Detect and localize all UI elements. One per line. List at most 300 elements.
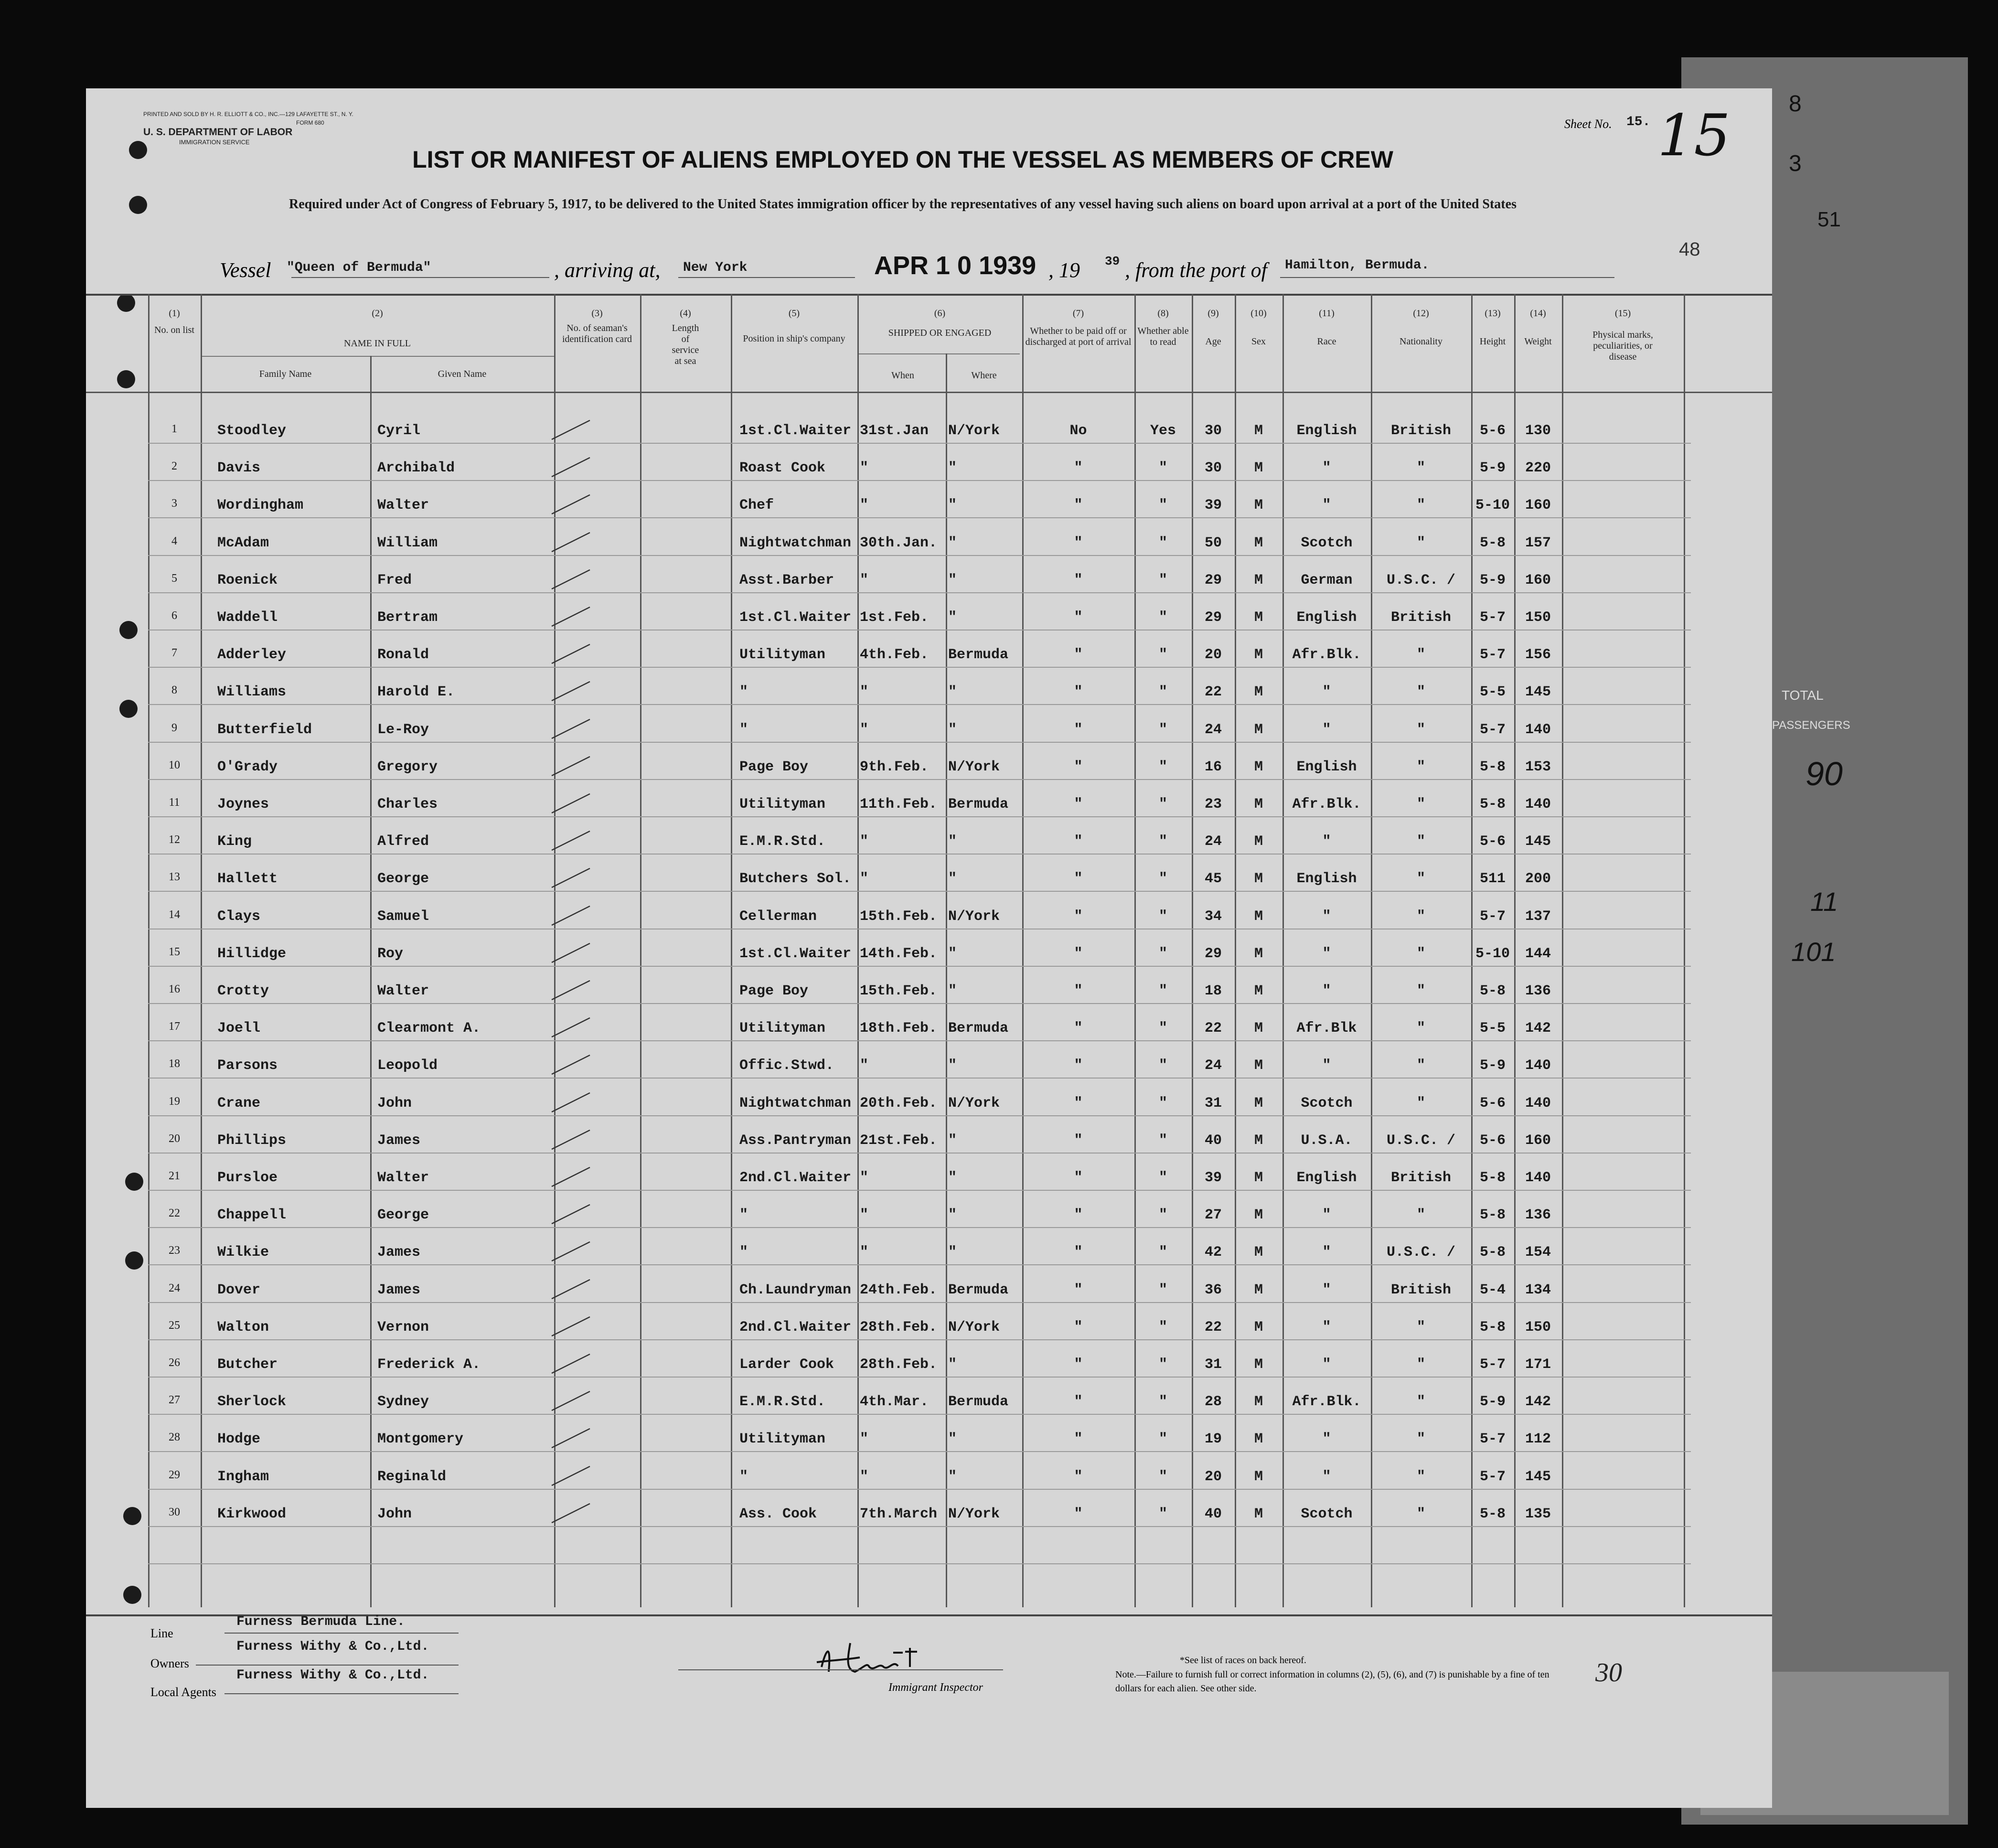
cell-sex: M bbox=[1254, 1095, 1263, 1111]
cell-able-to-read: " bbox=[1158, 1132, 1167, 1149]
col6-label: SHIPPED OR ENGAGED bbox=[888, 328, 992, 338]
cell-height: 5-8 bbox=[1479, 1170, 1506, 1186]
cell-race: " bbox=[1322, 721, 1331, 738]
cell-position: " bbox=[739, 684, 748, 701]
id-card-tick bbox=[549, 455, 592, 479]
cell-race: U.S.A. bbox=[1301, 1132, 1353, 1149]
cell-given-name: William bbox=[377, 534, 438, 551]
cell-shipped-when: 1st.Feb. bbox=[860, 609, 929, 626]
cell-family-name: Hodge bbox=[217, 1431, 261, 1448]
cell-position: Nightwatchman bbox=[739, 534, 852, 551]
col10-header bbox=[1235, 308, 1282, 347]
cell-family-name: Walton bbox=[217, 1319, 269, 1335]
cell-position: Larder Cook bbox=[739, 1357, 834, 1373]
col14-label: Weight bbox=[1524, 336, 1552, 347]
cell-sex: M bbox=[1254, 423, 1263, 439]
cell-paid-off: " bbox=[1074, 460, 1083, 477]
cell-shipped-where: " bbox=[948, 1132, 957, 1149]
cell-sex: M bbox=[1254, 796, 1263, 812]
margin-side-number: 51 bbox=[1817, 208, 1841, 231]
cell-race: " bbox=[1322, 497, 1331, 514]
cell-nationality: " bbox=[1416, 497, 1425, 514]
sheet-number-label: Sheet No. bbox=[1564, 117, 1612, 131]
cell-able-to-read: " bbox=[1158, 871, 1167, 887]
col13-num: (13) bbox=[1485, 308, 1501, 319]
cell-paid-off: " bbox=[1074, 1431, 1083, 1448]
cell-shipped-when: 14th.Feb. bbox=[860, 945, 938, 962]
cell-height: 5-7 bbox=[1479, 1468, 1506, 1485]
cell-nationality: " bbox=[1416, 534, 1425, 551]
cell-sex: M bbox=[1254, 1431, 1263, 1448]
cell-given-name: Bertram bbox=[377, 609, 438, 626]
cell-given-name: Le-Roy bbox=[377, 721, 429, 738]
cell-able-to-read: " bbox=[1158, 1357, 1167, 1373]
id-card-tick bbox=[549, 1128, 592, 1152]
cell-age: 30 bbox=[1204, 460, 1222, 477]
cell-shipped-where: " bbox=[948, 871, 957, 887]
vessel-underline bbox=[291, 277, 549, 278]
cell-weight: 135 bbox=[1525, 1506, 1551, 1522]
cell-shipped-when: " bbox=[860, 460, 869, 477]
col1-label: No. on list bbox=[154, 325, 194, 335]
passengers-label: PASSENGERS bbox=[1772, 719, 1850, 732]
cell-shipped-when: " bbox=[860, 1170, 869, 1186]
cell-age: 24 bbox=[1204, 721, 1222, 738]
cell-weight: 142 bbox=[1525, 1020, 1551, 1037]
cell-given-name: James bbox=[377, 1132, 421, 1149]
column-divider bbox=[640, 294, 641, 1607]
cell-nationality: " bbox=[1416, 1207, 1425, 1224]
cell-age: 39 bbox=[1204, 1170, 1222, 1186]
cell-sex: M bbox=[1254, 684, 1263, 701]
service-name: IMMIGRATION SERVICE bbox=[179, 139, 250, 146]
cell-position: Roast Cook bbox=[739, 460, 826, 477]
cell-row-number: 30 bbox=[169, 1506, 180, 1518]
row-rule bbox=[148, 742, 1691, 743]
id-card-tick bbox=[549, 866, 592, 890]
col12-num: (12) bbox=[1413, 308, 1429, 319]
id-card-tick bbox=[549, 829, 592, 853]
from-port-label: , from the port of bbox=[1125, 258, 1267, 282]
cell-age: 20 bbox=[1204, 647, 1222, 663]
id-card-tick bbox=[549, 978, 592, 1002]
id-card-tick bbox=[549, 1501, 592, 1525]
cell-sex: M bbox=[1254, 1020, 1263, 1037]
cell-family-name: Phillips bbox=[217, 1132, 287, 1149]
cell-family-name: Ingham bbox=[217, 1468, 269, 1485]
cell-age: 31 bbox=[1204, 1095, 1222, 1111]
cell-weight: 134 bbox=[1525, 1282, 1551, 1298]
cell-paid-off: " bbox=[1074, 871, 1083, 887]
cell-height: 5-8 bbox=[1479, 1506, 1506, 1522]
cell-family-name: Crane bbox=[217, 1095, 261, 1111]
col13-header bbox=[1471, 308, 1514, 347]
margin-number-8: 8 bbox=[1789, 91, 1802, 117]
count-11: 11 bbox=[1810, 887, 1838, 917]
cell-paid-off: " bbox=[1074, 1282, 1083, 1298]
punch-hole bbox=[123, 1586, 141, 1604]
header-bottom-rule bbox=[86, 392, 1772, 393]
cell-family-name: King bbox=[217, 833, 252, 850]
cell-height: 5-8 bbox=[1479, 796, 1506, 812]
cell-age: 20 bbox=[1204, 1468, 1222, 1485]
cell-paid-off: " bbox=[1074, 908, 1083, 925]
cell-age: 29 bbox=[1204, 572, 1222, 588]
cell-row-number: 19 bbox=[169, 1095, 180, 1108]
row-rule bbox=[148, 1377, 1691, 1378]
cell-nationality: " bbox=[1416, 983, 1425, 999]
cell-race: " bbox=[1322, 1468, 1331, 1485]
local-agents-value: Furness Withy & Co.,Ltd. bbox=[236, 1668, 429, 1683]
cell-sex: M bbox=[1254, 1132, 1263, 1149]
cell-shipped-where: N/York bbox=[948, 1319, 1000, 1335]
cell-able-to-read: " bbox=[1158, 534, 1167, 551]
cell-sex: M bbox=[1254, 1357, 1263, 1373]
cell-paid-off: " bbox=[1074, 1132, 1083, 1149]
cell-shipped-where: Bermuda bbox=[948, 1394, 1009, 1410]
id-card-tick bbox=[549, 605, 592, 629]
cell-shipped-where: " bbox=[948, 1357, 957, 1373]
owners-underline bbox=[196, 1665, 459, 1666]
cell-weight: 160 bbox=[1525, 497, 1551, 514]
cell-shipped-when: 20th.Feb. bbox=[860, 1095, 938, 1111]
cell-nationality: " bbox=[1416, 1506, 1425, 1522]
column-divider bbox=[731, 294, 732, 1607]
cell-paid-off: " bbox=[1074, 1095, 1083, 1111]
cell-shipped-where: " bbox=[948, 721, 957, 738]
col8-header bbox=[1134, 308, 1192, 348]
cell-shipped-when: 4th.Feb. bbox=[860, 647, 929, 663]
cell-paid-off: " bbox=[1074, 833, 1083, 850]
form-number: FORM 680 bbox=[296, 119, 324, 126]
cell-shipped-when: " bbox=[860, 1058, 869, 1074]
cell-position: Nightwatchman bbox=[739, 1095, 852, 1111]
cell-shipped-when: " bbox=[860, 833, 869, 850]
cell-paid-off: " bbox=[1074, 684, 1083, 701]
punch-hole bbox=[129, 141, 147, 159]
cell-paid-off: " bbox=[1074, 1506, 1083, 1522]
cell-shipped-when: " bbox=[860, 1207, 869, 1224]
cell-shipped-where: Bermuda bbox=[948, 647, 1009, 663]
cell-shipped-where: " bbox=[948, 497, 957, 514]
cell-shipped-when: 9th.Feb. bbox=[860, 758, 929, 775]
cell-height: 5-10 bbox=[1475, 497, 1510, 514]
cell-paid-off: " bbox=[1074, 796, 1083, 812]
cell-given-name: Walter bbox=[377, 497, 429, 514]
cell-height: 5-9 bbox=[1479, 1394, 1506, 1410]
cell-weight: 160 bbox=[1525, 1132, 1551, 1149]
cell-position: Cellerman bbox=[739, 908, 817, 925]
col10-label: Sex bbox=[1251, 336, 1266, 347]
cell-row-number: 12 bbox=[169, 833, 180, 846]
cell-age: 27 bbox=[1204, 1207, 1222, 1224]
cell-nationality: " bbox=[1416, 871, 1425, 887]
id-card-tick bbox=[549, 1389, 592, 1413]
col11-num: (11) bbox=[1319, 308, 1335, 319]
cell-shipped-where: " bbox=[948, 983, 957, 999]
cell-height: 5-8 bbox=[1479, 1207, 1506, 1224]
punch-hole bbox=[125, 1251, 143, 1270]
cell-paid-off: " bbox=[1074, 983, 1083, 999]
cell-shipped-when: " bbox=[860, 684, 869, 701]
cell-able-to-read: Yes bbox=[1150, 423, 1176, 439]
cell-race: English bbox=[1296, 1170, 1357, 1186]
cell-sex: M bbox=[1254, 833, 1263, 850]
sheet-number-handwritten: 15 bbox=[1657, 103, 1731, 169]
cell-sex: M bbox=[1254, 572, 1263, 588]
punch-hole bbox=[129, 196, 147, 214]
id-card-tick bbox=[549, 1165, 592, 1189]
cell-family-name: Dover bbox=[217, 1282, 261, 1298]
cell-row-number: 8 bbox=[171, 684, 177, 697]
cell-shipped-when: " bbox=[860, 721, 869, 738]
col15-num: (15) bbox=[1614, 308, 1631, 319]
cell-shipped-when: 11th.Feb. bbox=[860, 796, 938, 812]
cell-shipped-when: 30th.Jan. bbox=[860, 534, 938, 551]
row-rule bbox=[148, 592, 1691, 593]
row-rule bbox=[148, 1040, 1691, 1041]
row-rule bbox=[148, 443, 1691, 444]
cell-position: Butchers Sol. bbox=[739, 871, 852, 887]
col2-num: (2) bbox=[372, 308, 383, 319]
cell-able-to-read: " bbox=[1158, 1207, 1167, 1224]
cell-row-number: 14 bbox=[169, 908, 180, 921]
cell-given-name: Roy bbox=[377, 945, 404, 962]
cell-nationality: British bbox=[1390, 423, 1452, 439]
col10-num: (10) bbox=[1250, 308, 1267, 319]
cell-shipped-where: N/York bbox=[948, 1506, 1000, 1522]
cell-family-name: O'Grady bbox=[217, 758, 278, 775]
vessel-label: Vessel bbox=[220, 258, 271, 282]
date-stamp: APR 1 0 1939 bbox=[874, 251, 1036, 280]
cell-race: " bbox=[1322, 1431, 1331, 1448]
cell-age: 34 bbox=[1204, 908, 1222, 925]
cell-given-name: Fred bbox=[377, 572, 412, 588]
cell-family-name: Waddell bbox=[217, 609, 278, 626]
cell-age: 22 bbox=[1204, 684, 1222, 701]
cell-nationality: British bbox=[1390, 1282, 1452, 1298]
cell-position: E.M.R.Std. bbox=[739, 1394, 826, 1410]
local-agents-label: Local Agents bbox=[150, 1685, 216, 1699]
cell-paid-off: " bbox=[1074, 1020, 1083, 1037]
cell-sex: M bbox=[1254, 1394, 1263, 1410]
cell-able-to-read: " bbox=[1158, 647, 1167, 663]
cell-sex: M bbox=[1254, 534, 1263, 551]
shipped-subheader-rule bbox=[857, 353, 1020, 354]
from-port-value: Hamilton, Bermuda. bbox=[1285, 258, 1430, 273]
cell-shipped-when: 4th.Mar. bbox=[860, 1394, 929, 1410]
count-90: 90 bbox=[1806, 755, 1843, 792]
cell-weight: 145 bbox=[1525, 1468, 1551, 1485]
cell-race: " bbox=[1322, 1058, 1331, 1074]
column-divider bbox=[201, 294, 202, 1607]
cell-family-name: Sherlock bbox=[217, 1394, 287, 1410]
cell-family-name: Butterfield bbox=[217, 721, 312, 738]
cell-family-name: Joell bbox=[217, 1020, 261, 1037]
cell-row-number: 11 bbox=[169, 796, 180, 809]
cell-nationality: " bbox=[1416, 908, 1425, 925]
row-rule bbox=[148, 966, 1691, 967]
col7-label: Whether to be paid off or discharged at port of arrival bbox=[1025, 326, 1132, 347]
cell-shipped-where: N/York bbox=[948, 1095, 1000, 1111]
cell-row-number: 21 bbox=[169, 1170, 180, 1182]
col13-label: Height bbox=[1479, 336, 1506, 347]
cell-weight: 112 bbox=[1525, 1431, 1551, 1448]
cell-shipped-when: 24th.Feb. bbox=[860, 1282, 938, 1298]
given-name-header: Given Name bbox=[438, 369, 487, 379]
cell-nationality: " bbox=[1416, 1394, 1425, 1410]
cell-sex: M bbox=[1254, 945, 1263, 962]
cell-nationality: " bbox=[1416, 460, 1425, 477]
handwritten-count: 30 bbox=[1595, 1658, 1622, 1688]
cell-able-to-read: " bbox=[1158, 796, 1167, 812]
cell-weight: 200 bbox=[1525, 871, 1551, 887]
cell-row-number: 25 bbox=[169, 1319, 180, 1332]
family-name-header: Family Name bbox=[259, 369, 312, 379]
cell-paid-off: " bbox=[1074, 1394, 1083, 1410]
cell-age: 40 bbox=[1204, 1506, 1222, 1522]
cell-height: 5-9 bbox=[1479, 460, 1506, 477]
cell-shipped-where: Bermuda bbox=[948, 1282, 1009, 1298]
cell-paid-off: " bbox=[1074, 609, 1083, 626]
cell-height: 5-6 bbox=[1479, 833, 1506, 850]
col12-header bbox=[1371, 308, 1471, 347]
cell-shipped-when: " bbox=[860, 1468, 869, 1485]
cell-row-number: 5 bbox=[171, 572, 177, 585]
cell-family-name: Wilkie bbox=[217, 1244, 269, 1261]
fine-note: Note.—Failure to furnish full or correct information in columns (2), (5), (6), and (7) is punishable by a fine of ten dollars for each alien. See other side. bbox=[1115, 1669, 1549, 1694]
cell-race: " bbox=[1322, 460, 1331, 477]
cell-family-name: Clays bbox=[217, 908, 261, 925]
cell-weight: 153 bbox=[1525, 758, 1551, 775]
cell-nationality: " bbox=[1416, 1020, 1425, 1037]
cell-shipped-where: " bbox=[948, 1207, 957, 1224]
row-rule bbox=[148, 1227, 1691, 1228]
cell-paid-off: " bbox=[1074, 1058, 1083, 1074]
cell-shipped-where: " bbox=[948, 1431, 957, 1448]
cell-family-name: Hillidge bbox=[217, 945, 287, 962]
cell-race: " bbox=[1322, 1244, 1331, 1261]
cell-given-name: Charles bbox=[377, 796, 438, 812]
cell-position: " bbox=[739, 721, 748, 738]
cell-row-number: 13 bbox=[169, 871, 180, 884]
cell-given-name: Samuel bbox=[377, 908, 429, 925]
cell-height: 5-10 bbox=[1475, 945, 1510, 962]
cell-paid-off: " bbox=[1074, 1207, 1083, 1224]
department-name: U. S. DEPARTMENT OF LABOR bbox=[143, 127, 293, 138]
cell-shipped-when: 18th.Feb. bbox=[860, 1020, 938, 1037]
cell-position: Asst.Barber bbox=[739, 572, 834, 588]
total-label: TOTAL bbox=[1782, 688, 1824, 703]
cell-given-name: Sydney bbox=[377, 1394, 429, 1410]
row-rule bbox=[148, 816, 1691, 817]
cell-able-to-read: " bbox=[1158, 1431, 1167, 1448]
cell-able-to-read: " bbox=[1158, 945, 1167, 962]
cell-nationality: British bbox=[1390, 609, 1452, 626]
cell-weight: 137 bbox=[1525, 908, 1551, 925]
cell-paid-off: " bbox=[1074, 534, 1083, 551]
vessel-name: "Queen of Bermuda" bbox=[287, 260, 431, 275]
row-rule bbox=[148, 1451, 1691, 1452]
cell-row-number: 18 bbox=[169, 1058, 180, 1070]
margin-number-3: 3 bbox=[1789, 151, 1802, 176]
row-rule bbox=[148, 1526, 1691, 1527]
agents-underline bbox=[224, 1693, 459, 1694]
row-rule bbox=[148, 854, 1691, 855]
cell-age: 40 bbox=[1204, 1132, 1222, 1149]
cell-paid-off: No bbox=[1069, 423, 1087, 439]
cell-position: 1st.Cl.Waiter bbox=[739, 945, 852, 962]
cell-race: Afr.Blk. bbox=[1292, 1394, 1361, 1410]
cell-shipped-when: " bbox=[860, 1244, 869, 1261]
cell-age: 16 bbox=[1204, 758, 1222, 775]
cell-age: 22 bbox=[1204, 1319, 1222, 1335]
cell-shipped-where: " bbox=[948, 684, 957, 701]
id-card-tick bbox=[549, 1015, 592, 1039]
col15-header bbox=[1562, 308, 1684, 363]
cell-position: 2nd.Cl.Waiter bbox=[739, 1319, 852, 1335]
col5-header bbox=[731, 308, 857, 344]
cell-age: 18 bbox=[1204, 983, 1222, 999]
cell-weight: 140 bbox=[1525, 1095, 1551, 1111]
cell-weight: 145 bbox=[1525, 833, 1551, 850]
cell-row-number: 3 bbox=[171, 497, 177, 510]
col1-header bbox=[148, 308, 201, 336]
col2-header bbox=[201, 308, 554, 349]
cell-row-number: 15 bbox=[169, 945, 180, 958]
cell-position: Page Boy bbox=[739, 983, 809, 999]
cell-height: 5-7 bbox=[1479, 908, 1506, 925]
sheet-number-value: 15. bbox=[1626, 115, 1651, 129]
cell-height: 5-8 bbox=[1479, 1319, 1506, 1335]
cell-race: Scotch bbox=[1301, 534, 1353, 551]
cell-sex: M bbox=[1254, 721, 1263, 738]
cell-race: " bbox=[1322, 983, 1331, 999]
cell-given-name: James bbox=[377, 1282, 421, 1298]
cell-position: Utilityman bbox=[739, 1431, 826, 1448]
cell-able-to-read: " bbox=[1158, 1170, 1167, 1186]
owners-value: Furness Withy & Co.,Ltd. bbox=[236, 1639, 429, 1654]
cell-sex: M bbox=[1254, 647, 1263, 663]
cell-age: 42 bbox=[1204, 1244, 1222, 1261]
row-rule bbox=[148, 1115, 1691, 1116]
cell-race: Afr.Blk. bbox=[1292, 796, 1361, 812]
cell-paid-off: " bbox=[1074, 945, 1083, 962]
cell-weight: 140 bbox=[1525, 796, 1551, 812]
cell-position: Ass. Cook bbox=[739, 1506, 817, 1522]
cell-shipped-when: " bbox=[860, 572, 869, 588]
punch-hole bbox=[117, 370, 135, 388]
cell-height: 5-9 bbox=[1479, 1058, 1506, 1074]
cell-family-name: Parsons bbox=[217, 1058, 278, 1074]
cell-shipped-when: 7th.March bbox=[860, 1506, 938, 1522]
cell-able-to-read: " bbox=[1158, 758, 1167, 775]
line-value: Furness Bermuda Line. bbox=[236, 1614, 405, 1629]
cell-family-name: Butcher bbox=[217, 1357, 278, 1373]
cell-weight: 140 bbox=[1525, 721, 1551, 738]
row-rule bbox=[148, 1563, 1691, 1564]
id-card-tick bbox=[549, 1202, 592, 1226]
col14-header bbox=[1514, 308, 1562, 347]
year-label: , 19 bbox=[1048, 258, 1080, 282]
cell-shipped-where: " bbox=[948, 1244, 957, 1261]
row-rule bbox=[148, 667, 1691, 668]
cell-family-name: McAdam bbox=[217, 534, 269, 551]
cell-height: 5-8 bbox=[1479, 534, 1506, 551]
when-header: When bbox=[891, 370, 914, 381]
id-card-tick bbox=[549, 754, 592, 778]
cell-position: " bbox=[739, 1468, 748, 1485]
